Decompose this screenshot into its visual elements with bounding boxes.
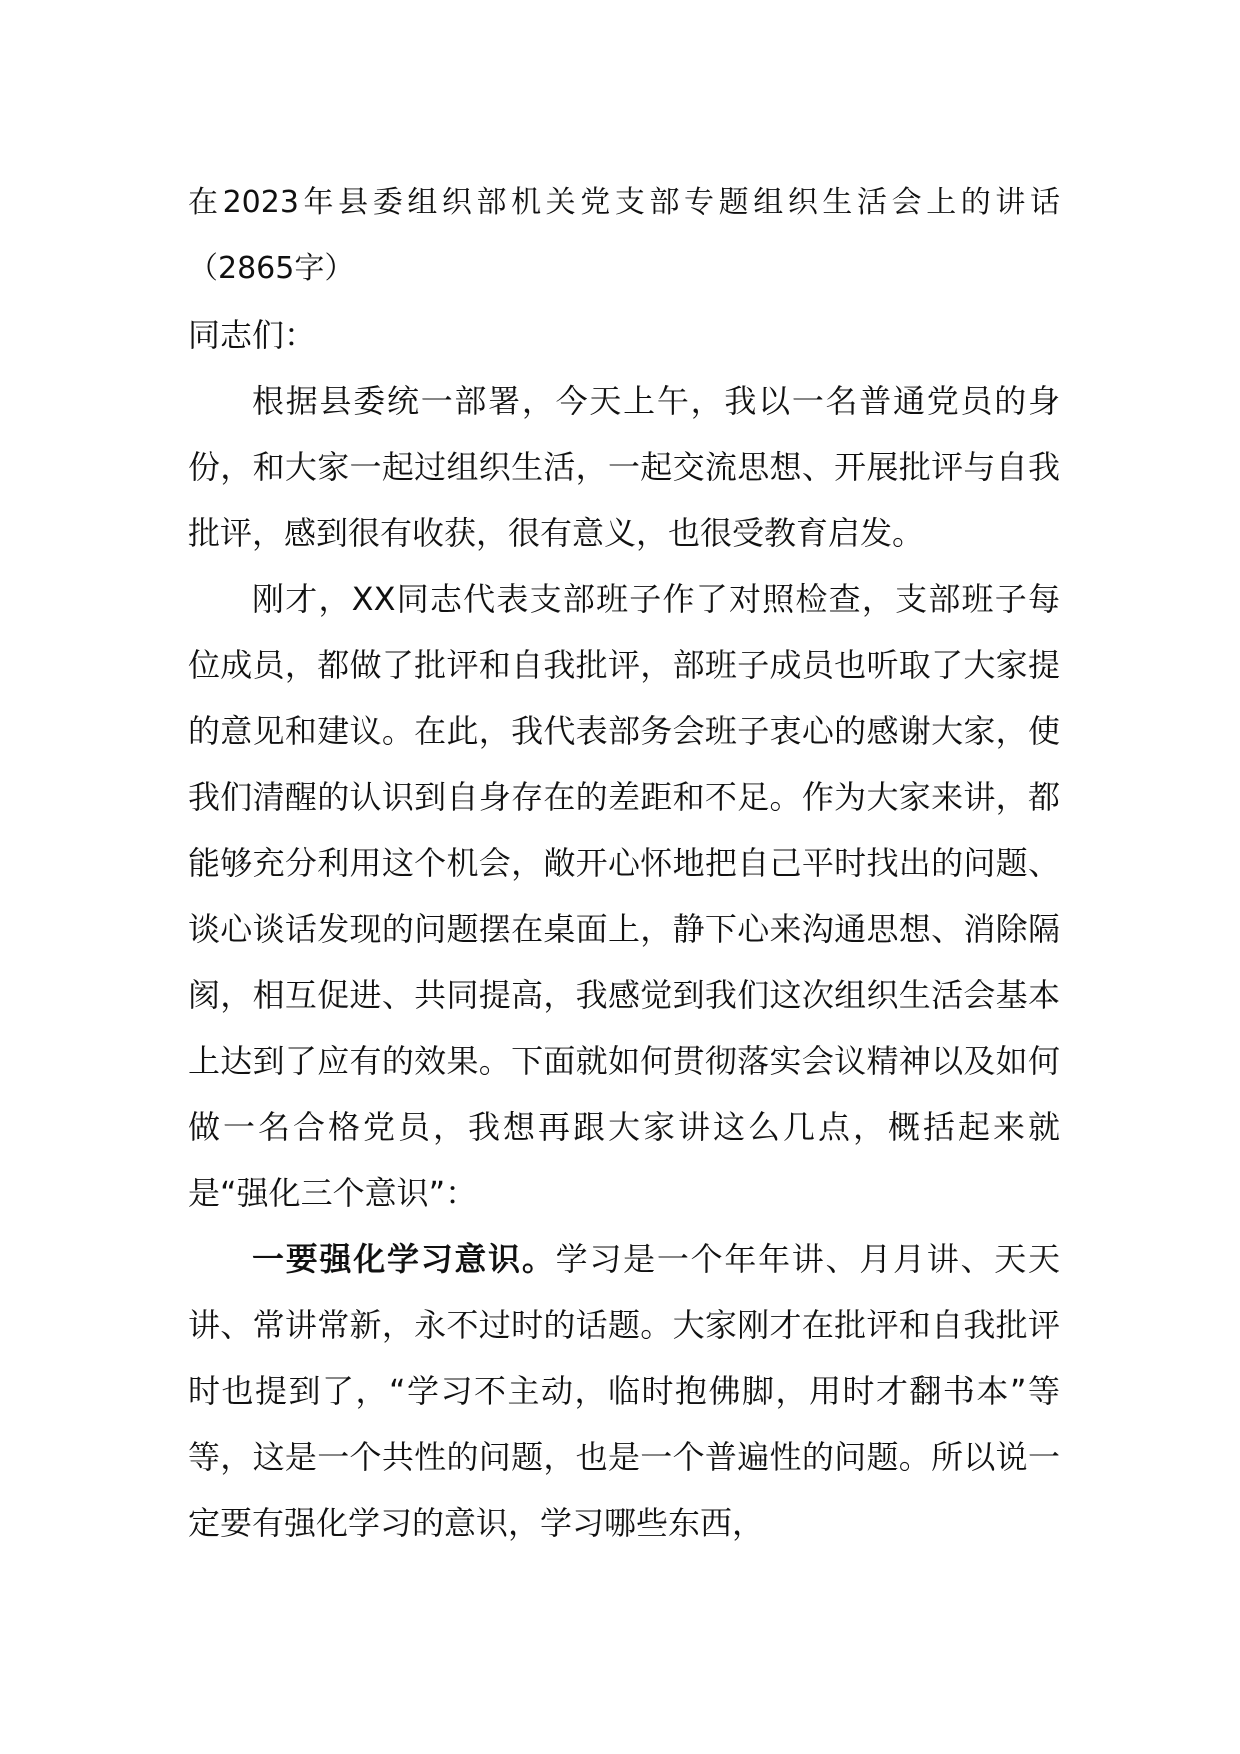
document-title: 在2023年县委组织部机关党支部专题组织生活会上的讲话（2865字） (188, 185, 1060, 286)
paragraph-2-text: 刚才，XX同志代表支部班子作了对照检查，支部班子每位成员，都做了批评和自我批评，部班子成员也听取了大家提的意见和建议。在此，我代表部务会班子衷心的感谢大家，使我们清醒的认识到自身存在的差距和不足。作为大家来讲，都能够充分利用这个机会，敞开心怀地把自己平时找出的问题、谈心谈话发现的问题摆在桌面上，静下心来沟通思想、消除隔阂，相互促进、共同提高，我感觉到我们这次组织生活会基本上达到了应有的效果。下面就如何贯彻落实会议精神以及如何做一名合格党员，我想再跟大家讲这么几点，概括起来就是“强化三个意识”： (188, 580, 1060, 1212)
paragraph-1-text: 根据县委统一部署，今天上午，我以一名普通党员的身份，和大家一起过组织生活，一起交流思想、开展批评与自我批评，感到很有收获，很有意义，也很受教育启发。 (188, 382, 1060, 552)
document-page (188, 170, 1060, 1556)
paragraph-3-lead: 一要强化学习意识。 (252, 1240, 556, 1278)
paragraph-1 (188, 368, 1060, 566)
salutation: 同志们： (188, 316, 317, 354)
paragraph-3 (188, 1226, 1060, 1556)
paragraph-3-text: 学习是一个年年讲、月月讲、天天讲、常讲常新，永不过时的话题。大家刚才在批评和自我批评时也提到了，“学习不主动，临时抱佛脚，用时才翻书本”等等，这是一个共性的问题，也是一个普遍性的问题。所以说一定要有强化学习的意识，学习哪些东西， (188, 1240, 1060, 1542)
paragraph-2 (188, 566, 1060, 1226)
